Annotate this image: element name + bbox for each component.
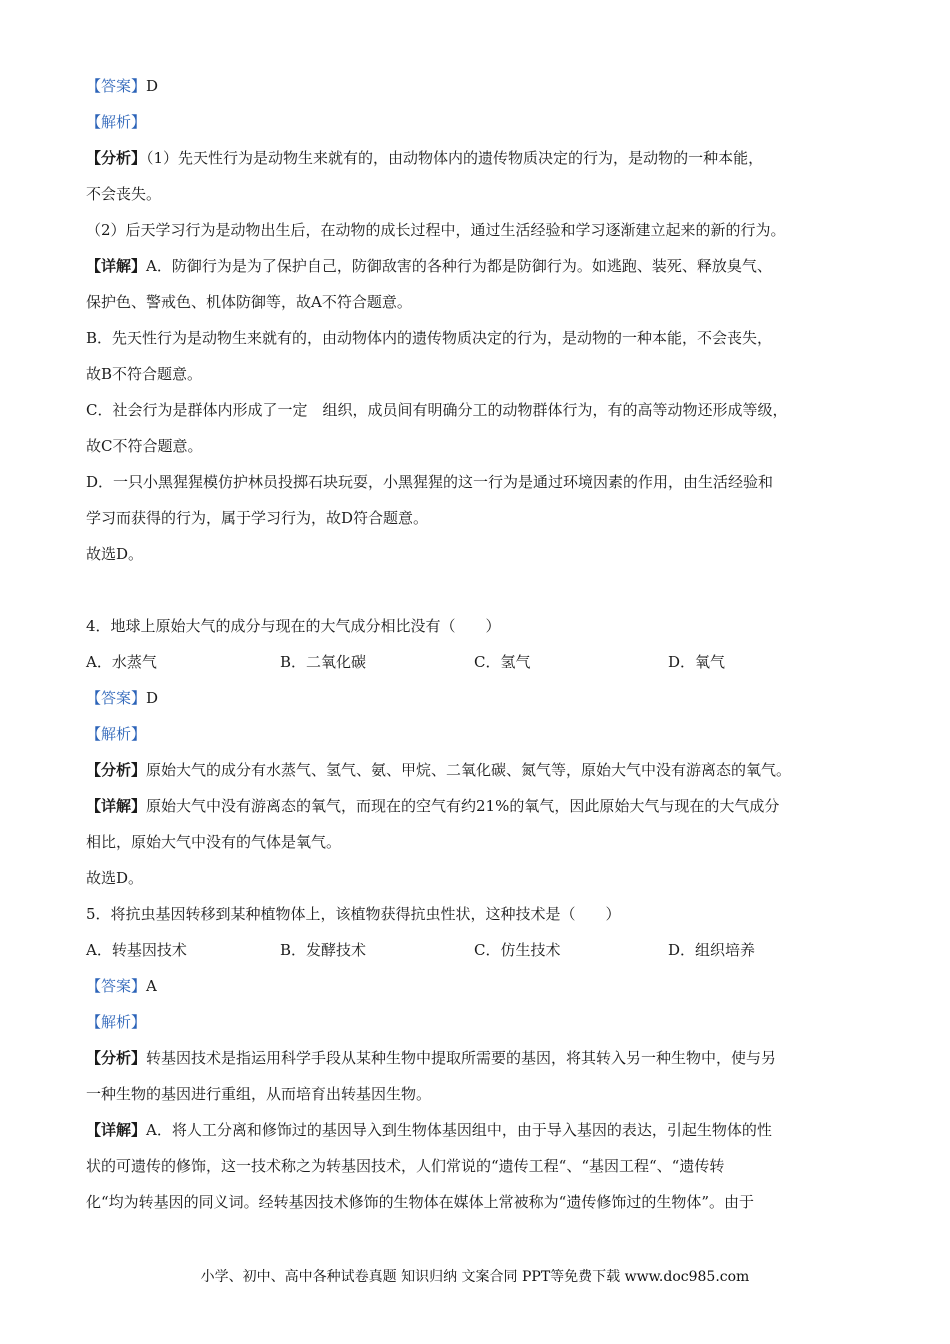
text-line: （1）先天性行为是动物生来就有的，由动物体内的遗传物质决定的行为，是动物的一种本能， (146, 149, 764, 167)
option-c: C．氢气 (474, 653, 531, 671)
option-a: A．水蒸气 (86, 653, 157, 671)
text-line: 故B不符合题意。 (86, 365, 203, 383)
detail-paragraph (86, 248, 876, 284)
answer-value: D (146, 77, 159, 95)
text-line: （2）后天学习行为是动物出生后，在动物的成长过程中，通过生活经验和学习逐渐建立起来的新的行为。 (86, 221, 786, 239)
answer-line (86, 68, 876, 104)
analysis-tag: 【解析】 (86, 1013, 147, 1031)
conclusion: 故选D。 (86, 869, 144, 887)
detail-tag: 【详解】 (86, 797, 147, 815)
text-line: 不会丧失。 (86, 185, 162, 203)
options-row (86, 644, 876, 680)
detail-tag: 【详解】 (86, 1121, 147, 1139)
text-line: D．一只小黑猩猩模仿护林员投掷石块玩耍，小黑猩猩的这一行为是通过环境因素的作用，由生活经验和 (86, 473, 774, 491)
answer-value: D (146, 689, 159, 707)
analysis-tag: 【解析】 (86, 113, 147, 131)
text-line: A．将人工分离和修饰过的基因导入到生物体基因组中，由于导入基因的表达，引起生物体的性 (146, 1121, 772, 1139)
option-b: B．二氧化碳 (280, 653, 367, 671)
analysis-paragraph (86, 752, 876, 788)
analysis-paragraph (86, 1040, 876, 1076)
answer-tag: 【答案】 (86, 977, 147, 995)
text-line: 故C不符合题意。 (86, 437, 203, 455)
option-d: D．氧气 (668, 653, 726, 671)
answer-line (86, 680, 876, 716)
text-line: 学习而获得的行为，属于学习行为，故D符合题意。 (86, 509, 429, 527)
options-row (86, 932, 876, 968)
option-b: B．发酵技术 (280, 941, 367, 959)
text-line: 一种生物的基因进行重组，从而培育出转基因生物。 (86, 1085, 432, 1103)
answer-tag: 【答案】 (86, 689, 147, 707)
detail-tag: 【详解】 (86, 257, 147, 275)
answer-line (86, 968, 876, 1004)
text-line: 转基因技术是指运用科学手段从某种生物中提取所需要的基因，将其转入另一种生物中，使与另 (146, 1049, 777, 1067)
detail-paragraph (86, 788, 876, 824)
question-stem: 5．将抗虫基因转移到某种植物体上，该植物获得抗虫性状，这种技术是（ ） (86, 905, 621, 923)
page-footer: 小学、初中、高中各种试卷真题 知识归纳 文案合同 PPT等免费下载 www.doc985.com (200, 1269, 750, 1285)
text-line: 原始大气中没有游离态的氧气，而现在的空气有约21%的氧气，因此原始大气与现在的大气成分 (146, 797, 780, 815)
option-d: D．组织培养 (668, 941, 756, 959)
analysis-paragraph (86, 140, 876, 176)
fenxi-tag: 【分析】 (86, 761, 147, 779)
option-c: C．仿生技术 (474, 941, 561, 959)
question-stem: 4．地球上原始大气的成分与现在的大气成分相比没有（ ） (86, 617, 501, 635)
text-line: 相比，原始大气中没有的气体是氧气。 (86, 833, 342, 851)
answer-tag: 【答案】 (86, 77, 147, 95)
fenxi-tag: 【分析】 (86, 1049, 147, 1067)
text-line: 保护色、警戒色、机体防御等，故A不符合题意。 (86, 293, 412, 311)
text-line: 状的可遗传的修饰，这一技术称之为转基因技术，人们常说的“遗传工程“、“基因工程“、“遗传转 (86, 1157, 725, 1175)
document-content (86, 68, 876, 1220)
conclusion: 故选D。 (86, 545, 144, 563)
fenxi-tag: 【分析】 (86, 149, 147, 167)
answer-value: A (146, 977, 157, 995)
text-line: 原始大气的成分有水蒸气、氢气、氨、甲烷、二氧化碳、氮气等，原始大气中没有游离态的氧气。 (146, 761, 792, 779)
analysis-tag: 【解析】 (86, 725, 147, 743)
spacer (86, 572, 876, 608)
text-line: C．社会行为是群体内形成了一定 组织，成员间有明确分工的动物群体行为，有的高等动物还形成等级， (86, 401, 788, 419)
text-line: B．先天性行为是动物生来就有的，由动物体内的遗传物质决定的行为，是动物的一种本能，不会丧失， (86, 329, 773, 347)
text-line: 化“均为转基因的同义词。经转基因技术修饰的生物体在媒体上常被称为“遗传修饰过的生物体”。由于 (86, 1193, 755, 1211)
option-a: A．转基因技术 (86, 941, 187, 959)
detail-paragraph (86, 1112, 876, 1148)
text-line: A．防御行为是为了保护自己，防御敌害的各种行为都是防御行为。如逃跑、装死、释放臭气、 (146, 257, 772, 275)
